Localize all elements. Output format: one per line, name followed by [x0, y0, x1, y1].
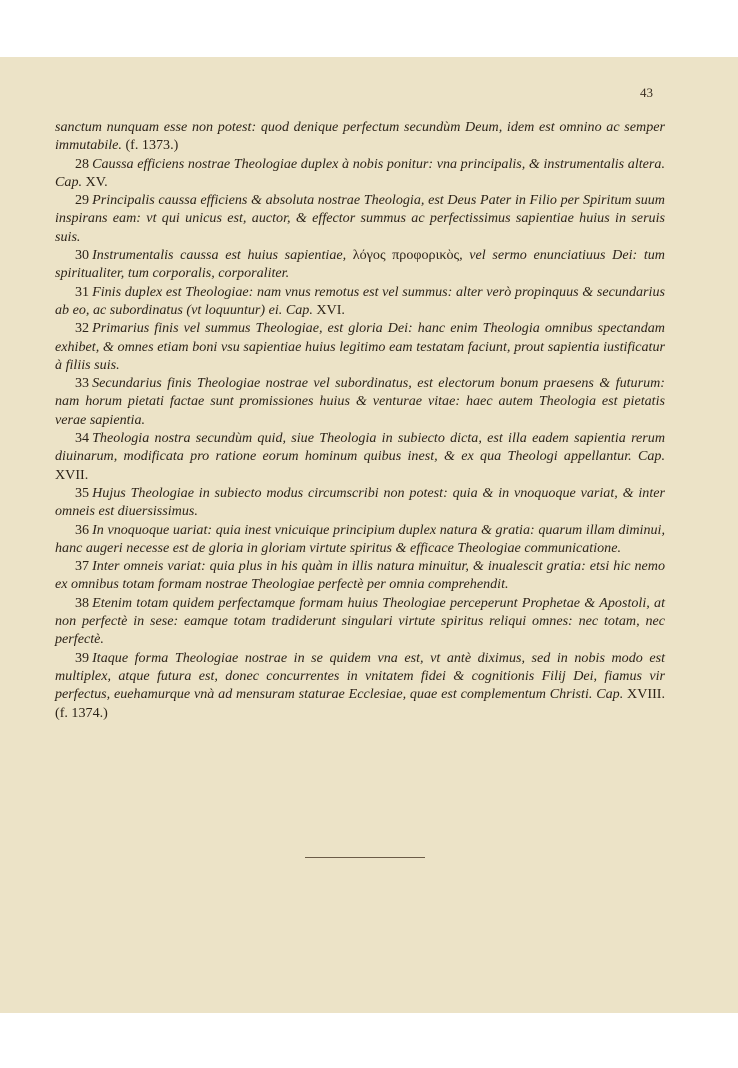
paragraph-number: 36: [75, 521, 90, 538]
italic-text: Theologia nostra secundùm quid, siue Theologia in subiecto dicta, est illa eadem sapientia rerum diuinarum, modificata pro ratione eorum hominum quibus inest, & ex qua Theologi appellantur. Cap.: [55, 430, 665, 465]
upright-text: (f. 1373.): [125, 137, 179, 154]
paragraph: [55, 283, 665, 320]
italic-text: Itaque forma Theologiae nostrae in se quidem vna est, vt antè diximus, sed in nobis modo est multiplex, atque futura est, donec concurrentes in vnitatem fidei & cognitionis Filij Dei, fiamus vir perfectus, euehamurque vnà ad mensuram staturae Ecclesiae, quae est complementum Christi. Cap.: [55, 649, 665, 703]
paragraph: [55, 649, 665, 722]
body-text: [55, 118, 665, 722]
upright-text: λόγος προφορικὸς: [352, 247, 460, 264]
upright-text: XVIII. (f. 1374.): [55, 686, 665, 721]
italic-text: Instrumentalis caussa est huius sapientiae,: [92, 247, 353, 264]
paragraph: [55, 429, 665, 484]
paragraph-number: 33: [75, 375, 90, 392]
end-rule: [305, 857, 425, 858]
italic-text: Etenim totam quidem perfectamque formam huius Theologiae perceperunt Prophetae & Apostoli, at non perfectè in sese: eamque totam tradiderunt singulari virtute spiritus reliqui omnes: nec totam, nec perfectè.: [55, 594, 665, 648]
paragraph-number: 38: [75, 594, 90, 611]
paragraph-number: 35: [75, 484, 90, 501]
paragraph: [55, 246, 665, 283]
page-number: 43: [640, 85, 653, 100]
paragraph: [55, 484, 665, 521]
italic-text: Finis duplex est Theologiae: nam vnus remotus est vel summus: alter verò propinquus & secundarius ab eo, ac subordinatus (vt loquuntur) ei. Cap.: [55, 283, 665, 318]
paragraph-number: 37: [75, 558, 90, 575]
italic-text: In vnoquoque uariat: quia inest vnicuique principium duplex natura & gratia: quarum illam diminui, hanc augeri necesse est de gloria in gloriam virtute spiritus & efficace Theologiae communicatione.: [55, 521, 665, 556]
paragraph-number: 31: [75, 283, 90, 300]
paragraph: [55, 191, 665, 246]
upright-text: XVII.: [55, 466, 89, 483]
paragraph: [55, 319, 665, 374]
italic-text: Inter omneis variat: quia plus in his quàm in illis natura minuitur, & inualescit gratia: etsi hic nemo ex omnibus totam formam nostrae Theologiae perfectè per omnia comprehendit.: [55, 558, 665, 593]
italic-text: sanctum nunquam esse non potest: quod denique perfectum secundùm Deum, idem est omnino ac semper immutabile.: [55, 119, 665, 154]
paragraph-number: 28: [75, 155, 90, 172]
italic-text: Principalis caussa efficiens & absoluta nostrae Theologia, est Deus Pater in Filio per Spiritum suum inspirans eam: vt qui unicus est, auctor, & effector summus ac perfectissimus sapientiae huius in seruis suis.: [55, 192, 665, 245]
paragraph: [55, 521, 665, 558]
italic-text: Primarius finis vel summus Theologiae, est gloria Dei: hanc enim Theologia omnibus spectandam exhibet, & omnes etiam boni vsu sapientiae huius legitimo eam testatam faciunt, prout sapientia iustificatur à filiis suis.: [55, 320, 665, 373]
italic-text: Secundarius finis Theologiae nostrae vel subordinatus, est electorum bonum praesens & futurum: nam horum pietati factae sunt promissiones huius & venturae vitae: haec autem Theologia est pietatis verae sapientia.: [55, 375, 665, 428]
paragraph-number: 30: [75, 247, 90, 264]
paragraph-number: 29: [75, 192, 90, 209]
paragraph: [55, 374, 665, 429]
italic-text: Caussa efficiens nostrae Theologiae duplex à nobis ponitur: vna principalis, & instrumentalis altera. Cap.: [55, 155, 665, 190]
paragraph-number: 32: [75, 320, 90, 337]
upright-text: XV.: [85, 173, 108, 190]
paragraph-number: 39: [75, 649, 90, 666]
paragraph-number: 34: [75, 430, 90, 447]
paragraph: [55, 155, 665, 192]
book-page: [0, 57, 738, 1013]
italic-text: Hujus Theologiae in subiecto modus circumscribi non potest: quia & in vnoquoque variat, & inter omneis est diuersissimus.: [55, 484, 665, 520]
paragraph: [55, 594, 665, 649]
italic-text: , vel sermo enunciatiuus Dei: tum spiritualiter, tum corporalis, corporaliter.: [55, 247, 665, 282]
paragraph: [55, 118, 665, 155]
paragraph: [55, 557, 665, 594]
upright-text: XVI.: [316, 301, 345, 318]
